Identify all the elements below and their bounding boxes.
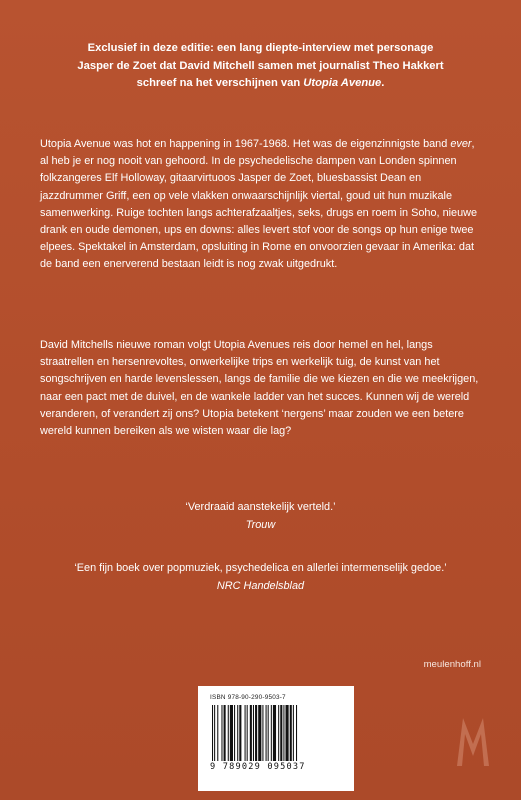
intro-line-3-end: . [381,77,385,89]
review-quote-2-text: ‘Een fijn boek over popmuziek, psychedelica en allerlei intermenselijk gedoe.’ [74,562,447,574]
barcode-icon [210,705,342,761]
review-quote-1 [30,499,491,534]
review-quote-2-source: NRC Handelsblad [216,579,305,592]
review-quote-1-text: ‘Verdraaid aanstekelijk verteld.’ [185,501,336,513]
synopsis-2-text: David Mitchells nieuwe roman volgt Utopia Avenues reis door hemel en hel, langs straatrellen en hersenrevoltes, onwerkelijke trips en werkelijk tuig, de kunst van het songschrijven en harde levenslessen, langs de familie die we kiezen en die we meekrijgen, naar een pact met de duivel, en de wankele ladder van het succes. Kunnen wij de wereld veranderen, of verandert zij ons? Utopia betekent ‘nergens’ maar zouden we een betere wereld kunnen bereiken als we wisten waar die lag? [40,339,479,438]
intro-line-1: Exclusief in deze editie: een lang diepte-interview met personage [87,42,434,54]
intro-line-3: schreef na het verschijnen van [136,77,304,89]
intro-line-2: Jasper de Zoet dat David Mitchell samen met journalist Theo Hakkert [77,59,444,72]
synopsis-paragraph-1 [40,136,483,274]
isbn-label: ISBN 978-90-290-9503-7 [210,694,286,701]
barcode-panel [198,686,354,791]
synopsis-1-part-2: , al heb je er nog nooit van gehoord. In de psychedelische dampen van Londen spinnen folkzangeres Elf Holloway, gitaarvirtuoos Jasper de Zoet, bluesbassist Dean en jazzdrummer Griff, een op vele vlakken onwaarschijnlijk viertal, goud uit hun muzikale samenwerking. Ruige tochten langs achterafzaaltjes, seks, drugs en roem in Soho, nieuwe drank en oude demonen, ups en downs: alles levert stof voor de songs op hun enige twee elpees. Spektakel in Amsterdam, opsluiting in Rome en onvoorzien gevaar in Amerika: dat de band een enerverend bestaan leidt is nog zwak uitgedrukt. [40,138,478,271]
review-quote-1-source: Trouw [245,518,276,531]
review-quote-2 [30,560,491,595]
intro-book-title: Utopia Avenue [303,77,382,89]
ean-number: 9 789029 095037 [210,762,306,772]
meulenhoff-logo-icon [455,714,491,770]
synopsis-paragraph-2 [40,337,483,440]
publisher-website: meulenhoff.nl [423,659,481,670]
synopsis-1-part-1: Utopia Avenue was hot en happening in 1967-1968. Het was de eigenzinnigste band [40,138,451,150]
synopsis-1-italic: ever [450,138,472,150]
intro-blurb [40,40,481,93]
